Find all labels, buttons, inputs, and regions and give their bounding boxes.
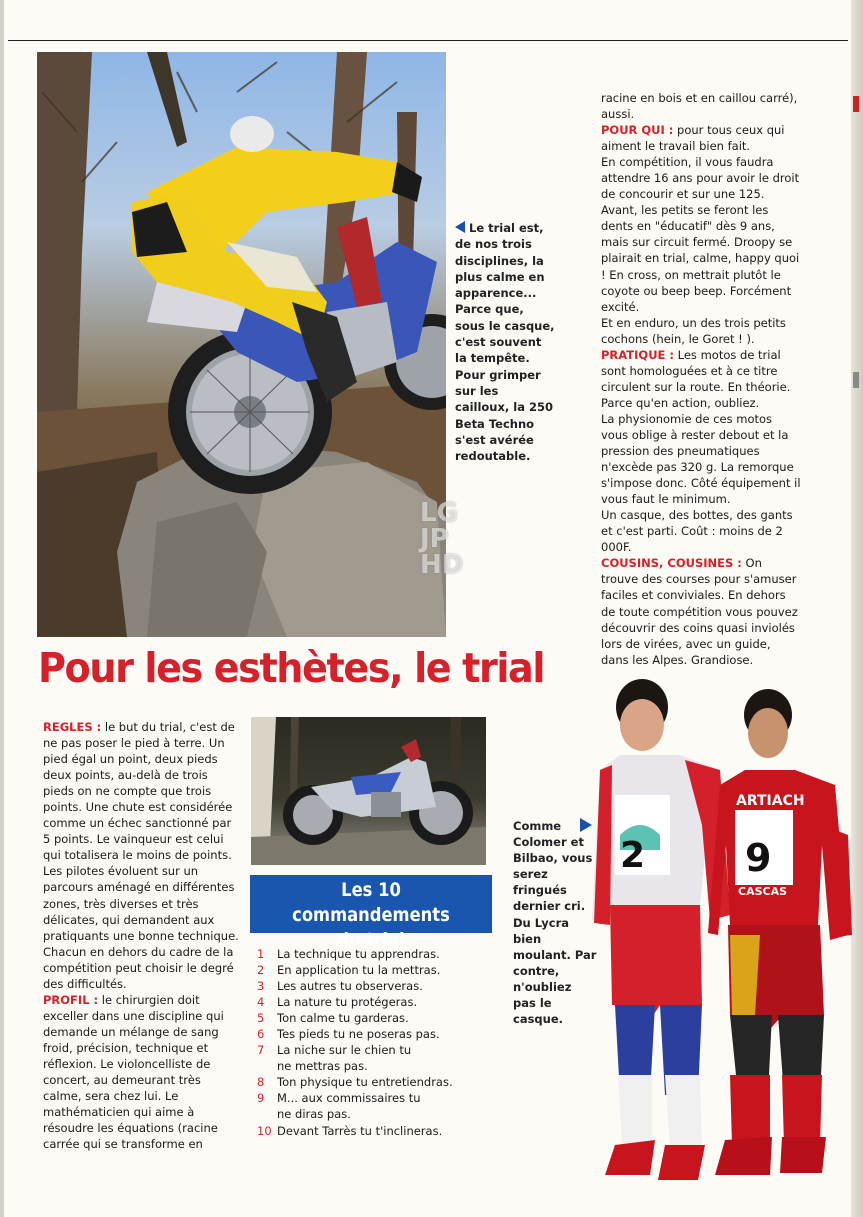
- commandments-heading-line2: du trial: [337, 929, 405, 951]
- commandments-heading: [250, 875, 492, 951]
- item-number: 10: [257, 1123, 272, 1138]
- list-item: [257, 1010, 497, 1026]
- right-column-text: [601, 90, 801, 668]
- list-item: [257, 1074, 497, 1090]
- left-column-text: [43, 719, 239, 1152]
- text-profil: le chirurgien doit exceller dans une discipline qui demande un mélange de sang froid, précision, technique et réflexion. Le violoncelliste de concert, au demeurant très calme, sera chez lui. Le mathématicien qui aime à résoudre les équations (racine carrée qui se transforme en: [43, 992, 224, 1152]
- arrow-left-icon: [455, 221, 465, 233]
- item-number: 5: [257, 1011, 265, 1026]
- list-item: [257, 946, 497, 962]
- commandments-heading-line1: Les 10 commandements: [292, 879, 450, 926]
- rider2-bib-text: CASCAS: [738, 885, 788, 898]
- label-pratique: PRATIQUE :: [601, 347, 674, 362]
- paragraph-cousins: [601, 555, 801, 667]
- text-pratique: Les motos de trial sont homologuées et à ce titre circulent sur la route. En théorie. Parce qu'en action, oubliez.: [601, 347, 791, 410]
- bike-photo-illustration: [251, 717, 486, 865]
- item-text: La technique tu apprendras.: [277, 947, 440, 961]
- hero-photo-illustration: [37, 52, 446, 637]
- item-number: 6: [257, 1027, 265, 1042]
- item-number: 8: [257, 1075, 265, 1090]
- paragraph: Un casque, des bottes, des gants et c'est parti. Coût : moins de 2 000F.: [601, 508, 793, 555]
- riders-illustration: [590, 675, 855, 1195]
- commandments-list: [257, 946, 497, 1139]
- text-pour-qui: pour tous ceux qui aiment le travail bien fait.: [601, 123, 785, 154]
- caption-top-text: Le trial est, de nos trois disciplines, la plus calme en apparence... Parce que, sous le casque, c'est souvent la tempête. Pour grimper sur les cailloux, la 250 Beta Techno s'est avérée redoutable.: [455, 221, 555, 464]
- rider1-bib-number: 2: [620, 835, 646, 876]
- list-item: [257, 1090, 497, 1122]
- item-number: 3: [257, 979, 265, 994]
- label-profil: PROFIL :: [43, 992, 99, 1007]
- list-item: [257, 962, 497, 978]
- text-regles: le but du trial, c'est de ne pas poser le pied à terre. Un pied égal un point, deux pieds deux points, au-delà de trois pieds on ne compte que trois points. Une chute est considérée comme un échec sanctionné par 5 points. Le vainqueur est celui qui totalisera le moins de points. Les pilotes évoluent sur un parcours aménagé en différentes zones, très diverses et très délicates, qui demandent aux pratiquants une bonne technique. Chacun en dehors du cadre de la compétition peut choisir le degré des difficultés.: [43, 720, 239, 991]
- paragraph: La physionomie de ces motos vous oblige à rester debout et la pression des pneumatiques n'excède pas 320 g. La remorque s'impose donc. Côté équipement il vous faut le minimum.: [601, 411, 801, 507]
- watermark-logo: [420, 500, 510, 590]
- label-regles: REGLES :: [43, 720, 102, 734]
- item-text: Tes pieds tu ne poseras pas.: [277, 1027, 440, 1042]
- hero-photo-trial-rider: [37, 52, 446, 637]
- paragraph: En compétition, il vous faudra attendre 16 ans pour avoir le droit de concourir et sur une 125. Avant, les petits se feront les dents en "éducatif" dès 9 ans, mais sur circuit fermé. Droopy se plairait en trial, calme, happy quoi ! En cross, on mettrait plutôt le coyote ou beep beep. Forcément excité.: [601, 155, 800, 314]
- item-text: Ton calme tu garderas.: [277, 1011, 409, 1026]
- paragraph-regles: [43, 719, 239, 992]
- text-cousins: On trouve des courses pour s'amuser faciles et conviviales. En dehors de toute compétition vous pouvez découvrir des coins quasi inviolés lors de virées, avec un guide, dans les Alpes. Grandiose.: [601, 556, 798, 667]
- watermark-line: HD: [420, 550, 464, 580]
- item-number: 1: [257, 947, 265, 961]
- item-text: En application tu la mettras.: [277, 963, 441, 978]
- watermark-line: LG: [420, 498, 458, 528]
- item-number: 7: [257, 1043, 265, 1058]
- paragraph-pratique: [601, 347, 801, 411]
- spine-mark: [853, 372, 859, 388]
- item-number: 2: [257, 963, 265, 978]
- item-text: Les autres tu observeras.: [277, 979, 423, 994]
- caption-top: [455, 220, 555, 464]
- item-text: La niche sur le chien tu ne mettras pas.: [277, 1043, 412, 1074]
- top-rule: [8, 40, 848, 41]
- rider2-bib-number: 9: [745, 836, 772, 880]
- label-cousins: COUSINS, COUSINES :: [601, 556, 742, 571]
- item-text: M... aux commissaires tu ne diras pas.: [277, 1091, 421, 1122]
- label-pour-qui: POUR QUI :: [601, 123, 674, 138]
- item-text: Devant Tarrès tu t'inclineras.: [277, 1123, 443, 1138]
- item-text: Ton physique tu entretiendras.: [277, 1075, 453, 1090]
- spine-mark: [853, 96, 859, 112]
- paragraph: Et en enduro, un des trois petits cochons (hein, le Goret ! ).: [601, 315, 786, 346]
- caption-riders: Comme Colomer et Bilbao, vous serez fringués dernier cri. Du Lycra bien moulant. Par contre, n'oubliez pas le casque.: [513, 819, 597, 1027]
- photo-trial-bike: [251, 717, 486, 865]
- paragraph: racine en bois et en caillou carré), aussi.: [601, 91, 798, 122]
- item-number: 4: [257, 995, 265, 1010]
- paragraph-pour-qui: [601, 122, 801, 154]
- item-number: 9: [257, 1091, 265, 1106]
- list-item: [257, 1026, 497, 1042]
- list-item: [257, 978, 497, 994]
- list-item: [257, 994, 497, 1010]
- rider2-sponsor: ARTIACH: [736, 793, 805, 809]
- list-item: [257, 1123, 497, 1139]
- list-item: [257, 1042, 497, 1074]
- watermark-line: JP: [420, 524, 449, 554]
- page-title: Pour les esthètes, le trial: [38, 644, 545, 692]
- page-left-edge: [0, 0, 4, 1217]
- photo-riders-colomer-bilbao: [590, 675, 855, 1195]
- paragraph-profil: [43, 992, 239, 1152]
- item-text: La nature tu protégeras.: [277, 995, 418, 1010]
